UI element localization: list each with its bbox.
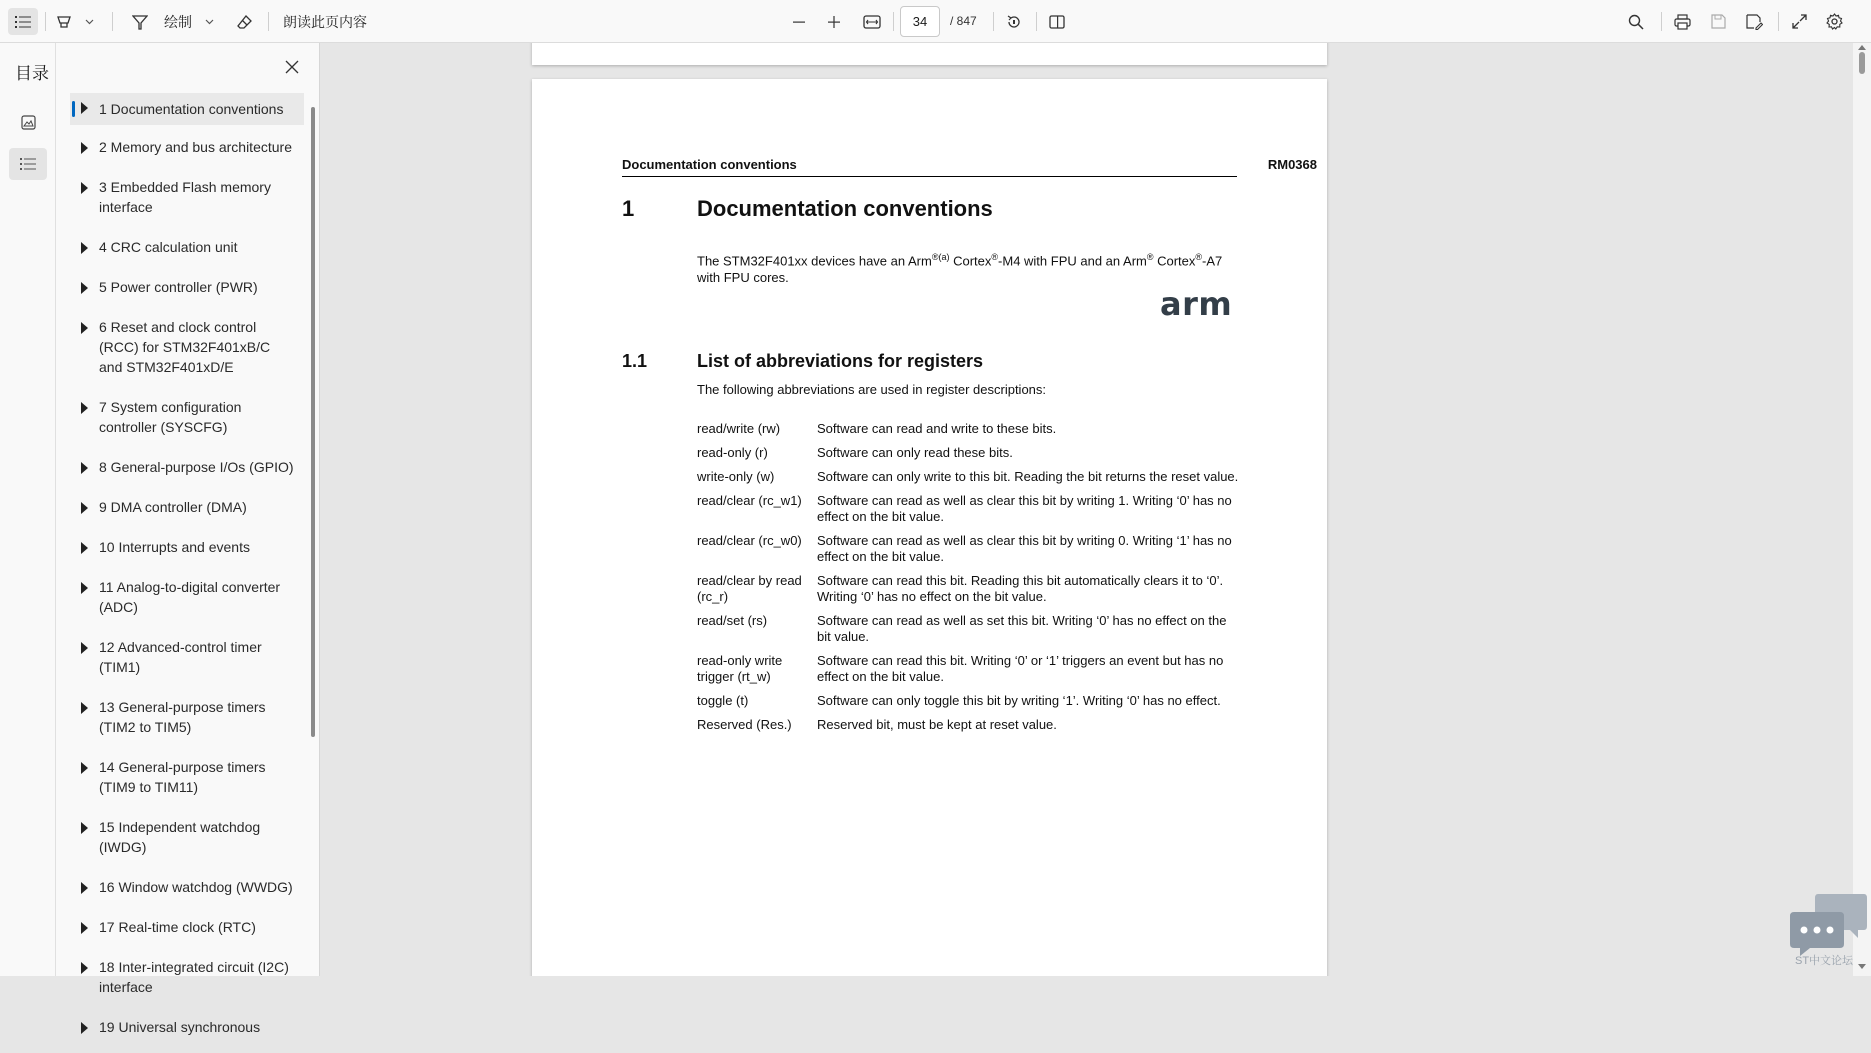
- rotate-icon: [1006, 14, 1022, 30]
- zoom-out-button[interactable]: [788, 8, 810, 35]
- section-title: Documentation conventions: [697, 196, 993, 221]
- save-button[interactable]: [1706, 8, 1730, 35]
- toc-item-label: 2 Memory and bus architecture: [99, 139, 292, 155]
- search-icon: [1628, 14, 1644, 30]
- toolbar-divider: [268, 12, 269, 31]
- page-number-input[interactable]: 34: [900, 6, 940, 37]
- abbreviation-term: read/clear by read (rc_r): [697, 573, 802, 604]
- abbreviation-row: [697, 421, 1242, 437]
- abbreviation-description: Software can read as well as clear this bit by writing 1. Writing ‘0’ has no effect on the bit value.: [817, 493, 1232, 524]
- abbreviation-row: [697, 493, 1242, 525]
- list-icon: [15, 15, 31, 29]
- toc-item[interactable]: [70, 913, 304, 941]
- toc-item[interactable]: [70, 313, 304, 381]
- expand-caret-icon[interactable]: [81, 322, 88, 334]
- toc-item[interactable]: [70, 533, 304, 561]
- abbreviation-row: [697, 653, 1242, 685]
- toc-item-label: 15 Independent watchdog (IWDG): [99, 819, 261, 855]
- expand-caret-icon[interactable]: [81, 462, 88, 474]
- abbreviation-term: read-only (r): [697, 445, 768, 460]
- scroll-up-arrow[interactable]: [1858, 45, 1866, 50]
- toc-item[interactable]: [70, 393, 304, 441]
- expand-caret-icon[interactable]: [81, 702, 88, 714]
- toc-item-label: 8 General-purpose I/Os (GPIO): [99, 459, 294, 475]
- abbreviations-intro: The following abbreviations are used in register descriptions:: [697, 382, 1047, 397]
- abbreviation-row: [697, 693, 1242, 709]
- viewer-scrollbar-thumb[interactable]: [1859, 52, 1865, 74]
- expand-caret-icon[interactable]: [81, 1022, 88, 1034]
- abbreviation-term: read/clear (rc_w1): [697, 493, 802, 508]
- toc-item[interactable]: [70, 693, 304, 741]
- toc-item-label: 3 Embedded Flash memory interface: [99, 179, 271, 215]
- expand-caret-icon[interactable]: [81, 102, 88, 114]
- toc-item[interactable]: [70, 873, 304, 901]
- toolbar: [0, 0, 1871, 43]
- document-page: [532, 79, 1327, 976]
- abbreviation-term: toggle (t): [697, 693, 749, 708]
- close-sidebar-button[interactable]: [285, 60, 299, 79]
- eraser-button[interactable]: [235, 8, 255, 35]
- toc-item-label: 10 Interrupts and events: [99, 539, 250, 555]
- abbreviations-table: [697, 421, 1242, 741]
- toc-item-label: 19 Universal synchronous: [99, 1019, 261, 1035]
- abbreviation-description: Software can only write to this bit. Reading the bit returns the reset value.: [817, 469, 1239, 484]
- toc-item-label: 18 Inter-integrated circuit (I2C) interface: [99, 959, 289, 995]
- toc-item[interactable]: [70, 273, 304, 301]
- abbreviation-term: read/clear (rc_w0): [697, 533, 802, 548]
- subsection-title: List of abbreviations for registers: [697, 351, 984, 371]
- toc-item-label: 13 General-purpose timers (TIM2 to TIM5): [99, 699, 266, 735]
- toc-item-label: 6 Reset and clock control (RCC) for STM32F401xB/C and STM32F401xD/E: [99, 319, 271, 375]
- running-header-title: Documentation conventions: [622, 157, 797, 172]
- expand-caret-icon[interactable]: [81, 762, 88, 774]
- arm-logo: arm: [1160, 285, 1233, 323]
- sidebar-title: 目录: [15, 64, 49, 83]
- plus-icon: [828, 16, 840, 28]
- toc-item[interactable]: [70, 753, 304, 801]
- highlighter-icon: [56, 14, 72, 30]
- gear-icon: [1826, 13, 1843, 30]
- abbreviation-term: read/set (rs): [697, 613, 768, 628]
- highlight-dropdown[interactable]: [82, 8, 96, 35]
- toc-item[interactable]: [70, 133, 304, 161]
- print-button[interactable]: [1670, 8, 1694, 35]
- abbreviation-description: Software can read as well as set this bit. Writing ‘0’ has no effect on the bit value.: [817, 613, 1227, 644]
- printer-icon: [1674, 14, 1691, 30]
- find-button[interactable]: [1624, 8, 1648, 35]
- image-icon: [21, 115, 36, 130]
- toc-item-label: 5 Power controller (PWR): [99, 279, 258, 295]
- fullscreen-button[interactable]: [1787, 8, 1811, 35]
- rotate-button[interactable]: [1002, 8, 1026, 35]
- draw-button[interactable]: 绘制: [164, 13, 192, 30]
- toc-item[interactable]: [70, 93, 304, 125]
- draw-button-icon[interactable]: [130, 8, 150, 35]
- thumbnails-button[interactable]: [9, 106, 47, 138]
- minus-icon: [793, 16, 805, 28]
- toolbar-divider: [45, 12, 46, 31]
- toc-item-label: 16 Window watchdog (WWDG): [99, 879, 293, 895]
- running-header-docnum: RM0368: [1267, 157, 1317, 172]
- page-view-button[interactable]: [1045, 8, 1069, 35]
- toc-item-label: 14 General-purpose timers (TIM9 to TIM11): [99, 759, 266, 795]
- toc-item[interactable]: [70, 1013, 304, 1041]
- pen-icon: [132, 14, 148, 30]
- abbreviation-row: [697, 717, 1242, 733]
- expand-caret-icon[interactable]: [81, 402, 88, 414]
- intro-paragraph: The STM32F401xx devices have an Arm$^{®(a)}$ Cortex®-M4 with FPU and an Arm® Cortex®-A7 with FPU cores.: [697, 252, 1223, 286]
- abbreviation-row: [697, 445, 1242, 461]
- toc-toggle-button[interactable]: [8, 8, 38, 35]
- toolbar-divider: [112, 12, 113, 31]
- draw-dropdown[interactable]: [202, 8, 216, 35]
- abbreviation-description: Software can read as well as clear this bit by writing 0. Writing ‘1’ has no effect on the bit value.: [817, 533, 1232, 564]
- expand-caret-icon[interactable]: [81, 962, 88, 974]
- expand-caret-icon[interactable]: [81, 582, 88, 594]
- toc-item[interactable]: [70, 633, 304, 681]
- expand-icon: [1792, 14, 1807, 29]
- expand-caret-icon[interactable]: [81, 142, 88, 154]
- page-total: / 847: [950, 14, 977, 28]
- save-as-button[interactable]: [1742, 8, 1766, 35]
- watermark-text: ST中文论坛: [1795, 955, 1854, 967]
- expand-caret-icon[interactable]: [81, 922, 88, 934]
- subsection-number: 1.1: [622, 351, 648, 371]
- abbreviation-description: Software can read this bit. Reading this bit automatically clears it to ‘0’. Writing ‘0’ has no effect on the bit value.: [817, 573, 1224, 604]
- sidebar-scrollbar[interactable]: [311, 107, 315, 737]
- toolbar-divider: [993, 12, 994, 31]
- toc-item[interactable]: [70, 953, 304, 1001]
- list-icon: [20, 157, 36, 171]
- toc-item[interactable]: [70, 813, 304, 861]
- save-icon: [1711, 14, 1726, 29]
- section-number: 1: [622, 196, 635, 221]
- save-edit-icon: [1746, 14, 1763, 30]
- abbreviation-description: Software can read and write to these bits.: [817, 421, 1057, 436]
- abbreviation-row: [697, 533, 1242, 565]
- abbreviation-description: Software can only read these bits.: [817, 445, 1013, 460]
- toc-item-label: 1 Documentation conventions: [99, 101, 284, 117]
- abbreviation-term: read/write (rw): [697, 421, 781, 436]
- toolbar-divider: [1778, 12, 1779, 31]
- eraser-icon: [237, 14, 253, 30]
- sidebar-rail: [0, 43, 56, 976]
- abbreviation-row: [697, 469, 1242, 485]
- abbreviation-description: Software can only toggle this bit by writing ‘1’. Writing ‘0’ has no effect.: [817, 693, 1221, 708]
- toc-list: [70, 97, 304, 1053]
- chevron-down-icon: [85, 19, 94, 25]
- zoom-in-button[interactable]: [823, 8, 845, 35]
- toc-sidebar: [0, 43, 320, 1035]
- abbreviation-row: [697, 613, 1242, 645]
- abbreviation-description: Reserved bit, must be kept at reset value.: [817, 717, 1057, 732]
- toc-item[interactable]: [70, 573, 304, 621]
- document-viewer: [320, 43, 1850, 976]
- abbreviation-term: read-only write trigger (rt_w): [697, 653, 783, 684]
- expand-caret-icon[interactable]: [81, 542, 88, 554]
- expand-caret-icon[interactable]: [81, 882, 88, 894]
- toc-item-label: 7 System configuration controller (SYSCFG): [99, 399, 242, 435]
- expand-caret-icon[interactable]: [81, 642, 88, 654]
- toc-item[interactable]: [70, 453, 304, 481]
- toc-item-label: 4 CRC calculation unit: [99, 239, 238, 255]
- outline-button[interactable]: [9, 148, 47, 180]
- abbreviation-term: Reserved (Res.): [697, 717, 792, 732]
- abbreviation-row: [697, 573, 1242, 605]
- toolbar-divider: [1661, 12, 1662, 31]
- previous-page: [532, 43, 1327, 65]
- fit-width-icon: [863, 15, 881, 29]
- expand-caret-icon[interactable]: [81, 822, 88, 834]
- toc-item-label: 9 DMA controller (DMA): [99, 499, 247, 515]
- toc-item-label: 12 Advanced-control timer (TIM1): [99, 639, 262, 675]
- toc-item-label: 17 Real-time clock (RTC): [99, 919, 256, 935]
- toc-item[interactable]: [70, 173, 304, 221]
- settings-button[interactable]: [1822, 8, 1846, 35]
- abbreviation-term: write-only (w): [697, 469, 775, 484]
- toc-item[interactable]: [70, 233, 304, 261]
- toolbar-divider: [1036, 12, 1037, 31]
- toc-item-label: 11 Analog-to-digital converter (ADC): [99, 579, 281, 615]
- highlight-button[interactable]: [54, 8, 74, 35]
- close-icon: [285, 60, 299, 74]
- expand-caret-icon[interactable]: [81, 182, 88, 194]
- abbreviation-description: Software can read this bit. Writing ‘0’ or ‘1’ triggers an event but has no effect on the bit value.: [817, 653, 1224, 684]
- expand-caret-icon[interactable]: [81, 282, 88, 294]
- toolbar-divider: [893, 12, 894, 31]
- expand-caret-icon[interactable]: [81, 242, 88, 254]
- read-aloud-button[interactable]: 朗读此页内容: [283, 13, 367, 30]
- chevron-down-icon: [205, 19, 214, 25]
- expand-caret-icon[interactable]: [81, 502, 88, 514]
- page-view-icon: [1049, 14, 1065, 30]
- fit-width-button[interactable]: [860, 8, 884, 35]
- header-rule: [622, 176, 1237, 177]
- toc-item[interactable]: [70, 493, 304, 521]
- viewer-scrollbar-track[interactable]: [1853, 43, 1871, 976]
